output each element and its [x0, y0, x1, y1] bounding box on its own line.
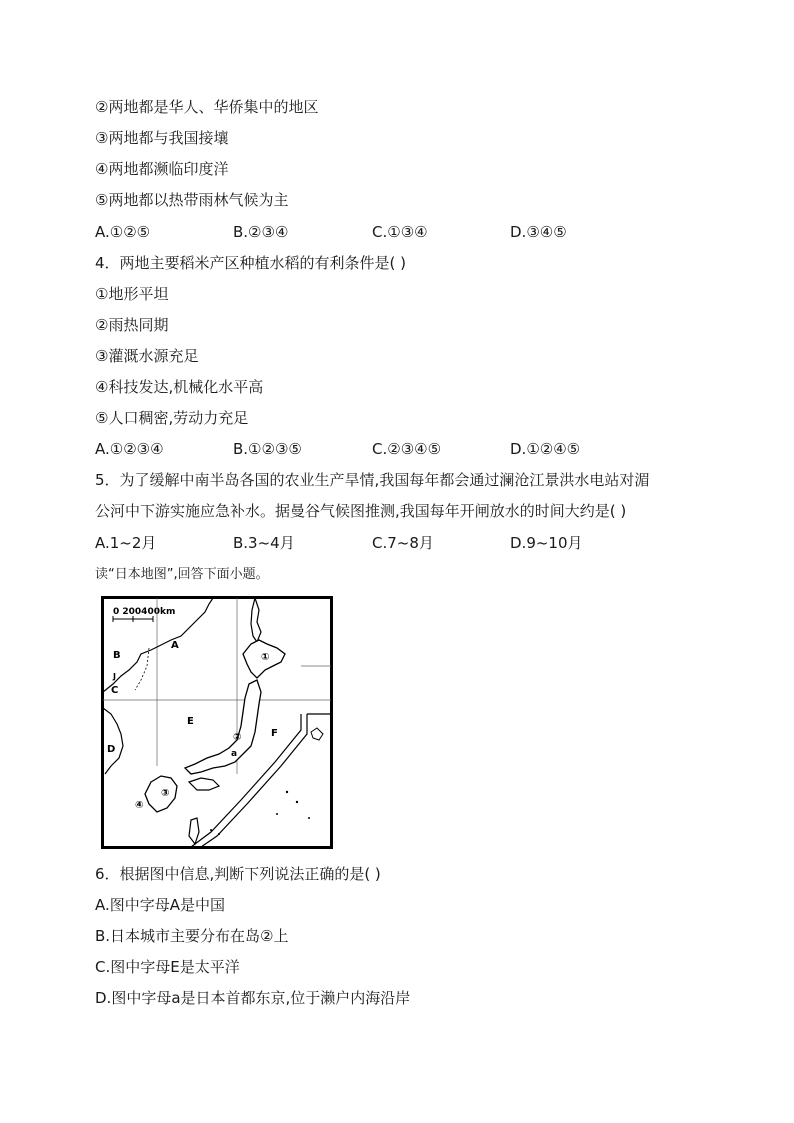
map-label-d: D: [107, 744, 116, 755]
q3-item-2: ②两地都是华人、华侨集中的地区: [95, 98, 319, 116]
map-label-1: ①: [261, 652, 270, 663]
q6-stem: 6．根据图中信息,判断下列说法正确的是( ): [95, 865, 381, 883]
q6-option-a[interactable]: A.图中字母A是中国: [95, 896, 226, 914]
map-label-a-lower: a: [231, 749, 238, 759]
q4-stem: 4．两地主要稻米产区种植水稻的有利条件是( ): [95, 254, 407, 272]
q4-option-d[interactable]: D.①②④⑤: [510, 440, 581, 458]
map-intro: 读“日本地图”,回答下面小题。: [95, 567, 269, 582]
map-label-4: ④: [135, 800, 144, 811]
q4-item-3: ③灌溉水源充足: [95, 347, 199, 365]
q3-item-4: ④两地都濒临印度洋: [95, 160, 229, 178]
q3-item-3: ③两地都与我国接壤: [95, 129, 229, 147]
q6-option-c[interactable]: C.图中字母E是太平洋: [95, 958, 240, 976]
map-label-2: ②: [233, 732, 242, 743]
q4-option-c[interactable]: C.②③④⑤: [372, 440, 442, 458]
q5-option-a[interactable]: A.1~2月: [95, 534, 157, 552]
map-label-c: C: [111, 685, 119, 696]
q5-option-d[interactable]: D.9~10月: [510, 534, 583, 552]
q3-option-c[interactable]: C.①③④: [372, 223, 428, 241]
q3-option-a[interactable]: A.①②⑤: [95, 223, 151, 241]
q3-option-d[interactable]: D.③④⑤: [510, 223, 567, 241]
q3-option-b[interactable]: B.②③④: [233, 223, 289, 241]
q4-item-2: ②雨热同期: [95, 316, 169, 334]
q5-option-c[interactable]: C.7~8月: [372, 534, 434, 552]
q4-option-b[interactable]: B.①②③⑤: [233, 440, 302, 458]
q4-option-a[interactable]: A.①②③④: [95, 440, 164, 458]
map-label-f: F: [271, 728, 278, 739]
q5-option-b[interactable]: B.3~4月: [233, 534, 295, 552]
q6-option-b[interactable]: B.日本城市主要分布在岛②上: [95, 927, 289, 945]
japan-map: [101, 596, 333, 849]
map-label-b: B: [113, 650, 121, 661]
map-label-a: A: [171, 640, 179, 651]
q3-item-5: ⑤两地都以热带雨林气候为主: [95, 191, 289, 209]
map-label-e: E: [187, 716, 194, 727]
map-label-3: ③: [161, 788, 170, 799]
map-scale-text: 0 200400km: [113, 607, 176, 617]
q6-option-d[interactable]: D.图中字母a是日本首都东京,位于濑户内海沿岸: [95, 989, 411, 1007]
q4-item-1: ①地形平坦: [95, 285, 169, 303]
q4-item-5: ⑤人口稠密,劳动力充足: [95, 409, 249, 427]
map-label-j: J: [113, 672, 116, 681]
q5-stem-line1: 5．为了缓解中南半岛各国的农业生产旱情,我国每年都会通过澜沧江景洪水电站对湄: [95, 471, 650, 489]
q5-stem-line2: 公河中下游实施应急补水。据曼谷气候图推测,我国每年开闸放水的时间大约是( ): [95, 502, 627, 520]
q4-item-4: ④科技发达,机械化水平高: [95, 378, 264, 396]
